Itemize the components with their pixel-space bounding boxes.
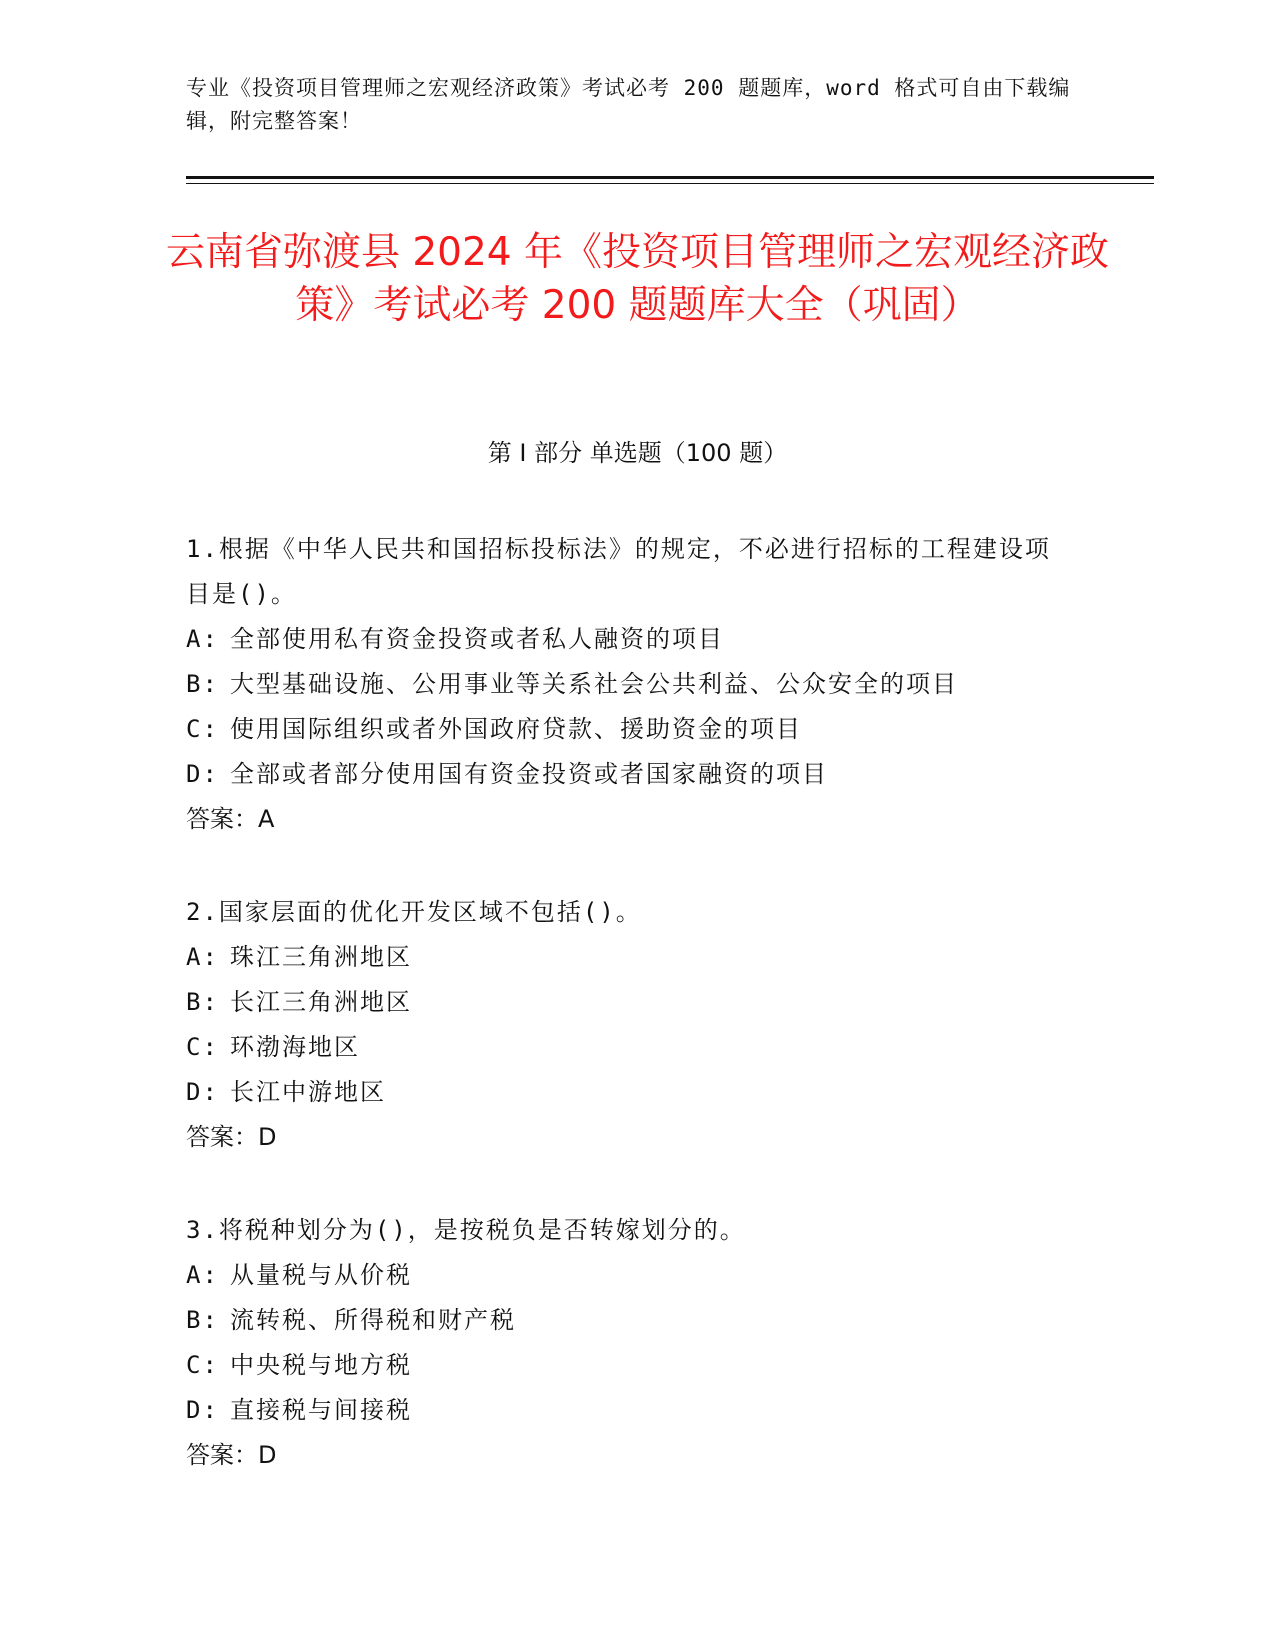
option-text: 环渤海地区 (230, 1033, 360, 1061)
option-text: 流转税、所得税和财产税 (230, 1306, 516, 1334)
question-list (186, 527, 1066, 1526)
question-stem: 2.国家层面的优化开发区域不包括()。 (186, 898, 642, 926)
question-item (186, 527, 1066, 842)
answer-line: 答案：D (186, 1441, 277, 1469)
option-text: 直接税与间接税 (230, 1396, 412, 1424)
option-letter: B: (186, 1306, 219, 1334)
option-d (186, 752, 1066, 797)
option-b (186, 980, 1066, 1025)
option-c (186, 1025, 1066, 1070)
answer-line: 答案：A (186, 805, 275, 833)
option-text: 中央税与地方税 (230, 1351, 412, 1379)
option-b (186, 1298, 1066, 1343)
header-divider-thin (186, 183, 1154, 184)
document-title: 云南省弥渡县 2024 年《投资项目管理师之宏观经济政策》考试必考 200 题题库大全（巩固） (165, 230, 1110, 328)
option-text: 全部使用私有资金投资或者私人融资的项目 (230, 625, 724, 653)
option-letter: A: (186, 943, 219, 971)
option-c (186, 1343, 1066, 1388)
option-text: 长江三角洲地区 (230, 988, 412, 1016)
option-letter: B: (186, 988, 219, 1016)
option-text: 珠江三角洲地区 (230, 943, 412, 971)
option-b (186, 662, 1066, 707)
header-divider-thick (186, 176, 1154, 179)
option-letter: B: (186, 670, 219, 698)
option-a (186, 617, 1066, 662)
option-text: 大型基础设施、公用事业等关系社会公共利益、公众安全的项目 (230, 670, 958, 698)
option-letter: D: (186, 760, 219, 788)
option-letter: A: (186, 625, 219, 653)
option-letter: D: (186, 1396, 219, 1424)
option-letter: C: (186, 1351, 219, 1379)
option-letter: C: (186, 1033, 219, 1061)
option-c (186, 707, 1066, 752)
option-text: 长江中游地区 (230, 1078, 386, 1106)
question-stem: 3.将税种划分为()，是按税负是否转嫁划分的。 (186, 1216, 746, 1244)
option-letter: D: (186, 1078, 219, 1106)
question-item (186, 1208, 1066, 1478)
option-letter: A: (186, 1261, 219, 1289)
option-text: 全部或者部分使用国有资金投资或者国家融资的项目 (230, 760, 828, 788)
answer-line: 答案：D (186, 1123, 277, 1151)
question-stem: 1.根据《中华人民共和国招标投标法》的规定，不必进行招标的工程建设项目是()。 (186, 535, 1051, 608)
intro-text: 专业《投资项目管理师之宏观经济政策》考试必考 200 题题库，word 格式可自由下载编辑，附完整答案！ (186, 76, 1071, 133)
option-a (186, 935, 1066, 980)
option-d (186, 1388, 1066, 1433)
option-d (186, 1070, 1066, 1115)
option-letter: C: (186, 715, 219, 743)
option-a (186, 1253, 1066, 1298)
option-text: 使用国际组织或者外国政府贷款、援助资金的项目 (230, 715, 802, 743)
option-text: 从量税与从价税 (230, 1261, 412, 1289)
section-heading: 第 I 部分 单选题（100 题） (487, 439, 788, 467)
question-item (186, 890, 1066, 1160)
